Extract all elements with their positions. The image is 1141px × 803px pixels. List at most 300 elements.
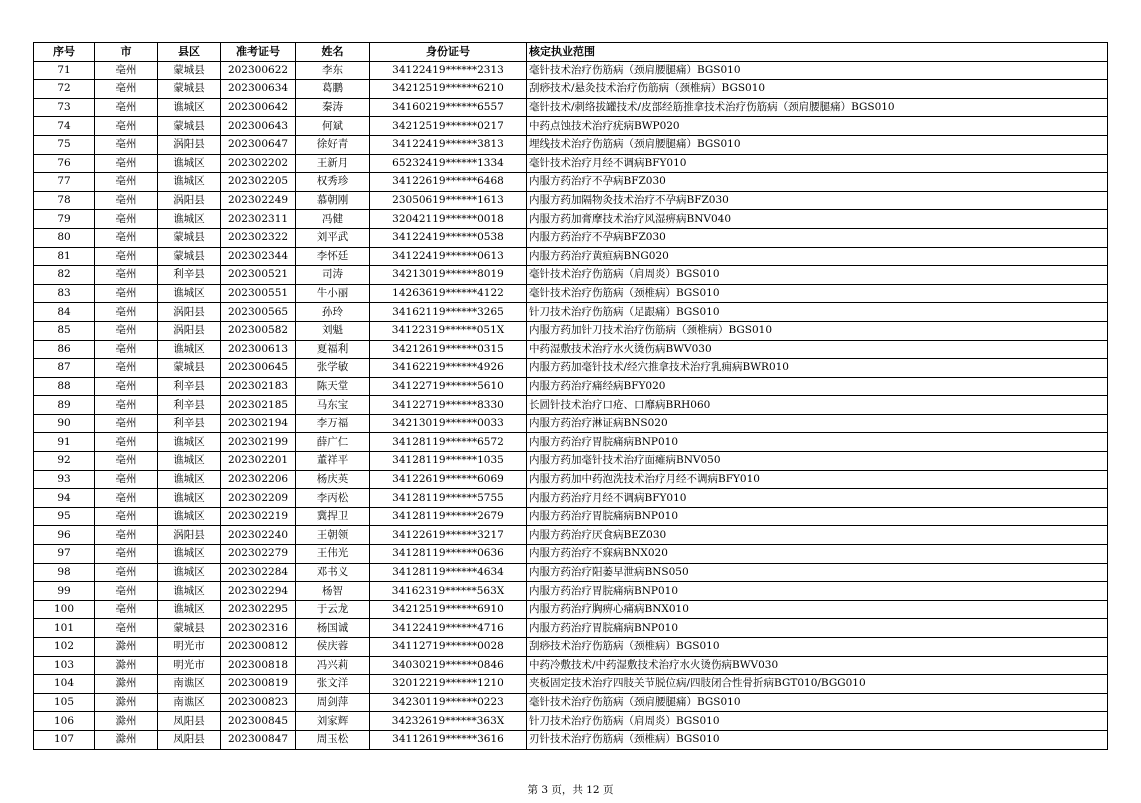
cell-scope: 针刀技术治疗伤筋病（肩周炎）BGS010 (527, 712, 1108, 731)
table-row (34, 526, 1108, 545)
header-exam-no: 准考证号 (221, 43, 296, 62)
cell-scope: 内服方药加膏摩技术治疗风湿痹病BNV040 (527, 210, 1108, 229)
cell-county: 利辛县 (158, 266, 221, 285)
table-row (34, 359, 1108, 378)
table-row (34, 638, 1108, 657)
cell-id-no: 34212519******6910 (370, 600, 527, 619)
cell-city: 亳州 (95, 303, 158, 322)
cell-city: 亳州 (95, 563, 158, 582)
cell-exam-no: 202302206 (221, 470, 296, 489)
cell-seq: 86 (34, 340, 95, 359)
cell-exam-no: 202302316 (221, 619, 296, 638)
cell-seq: 97 (34, 545, 95, 564)
cell-scope: 内服方药治疗月经不调病BFY010 (527, 489, 1108, 508)
header-scope: 核定执业范围 (527, 43, 1108, 62)
cell-county: 谯城区 (158, 284, 221, 303)
table-row (34, 600, 1108, 619)
cell-city: 亳州 (95, 600, 158, 619)
cell-city: 亳州 (95, 173, 158, 192)
cell-exam-no: 202302294 (221, 582, 296, 601)
cell-id-no: 34212619******0315 (370, 340, 527, 359)
cell-county: 蒙城县 (158, 61, 221, 80)
cell-county: 谯城区 (158, 563, 221, 582)
header-city: 市 (95, 43, 158, 62)
table-row (34, 563, 1108, 582)
cell-city: 亳州 (95, 117, 158, 136)
table-header-row (34, 43, 1108, 62)
cell-seq: 106 (34, 712, 95, 731)
table-row (34, 228, 1108, 247)
cell-exam-no: 202302205 (221, 173, 296, 192)
cell-seq: 87 (34, 359, 95, 378)
cell-city: 亳州 (95, 340, 158, 359)
cell-exam-no: 202302219 (221, 507, 296, 526)
cell-seq: 85 (34, 321, 95, 340)
cell-exam-no: 202300643 (221, 117, 296, 136)
table-row (34, 414, 1108, 433)
cell-county: 谯城区 (158, 340, 221, 359)
cell-county: 谯城区 (158, 98, 221, 117)
cell-id-no: 34230119******0223 (370, 693, 527, 712)
table-row (34, 582, 1108, 601)
table-row (34, 675, 1108, 694)
cell-scope: 内服方药治疗胃脘痛病BNP010 (527, 582, 1108, 601)
table-row (34, 135, 1108, 154)
cell-name: 薛广仁 (296, 433, 370, 452)
cell-id-no: 34232619******363X (370, 712, 527, 731)
cell-city: 亳州 (95, 470, 158, 489)
cell-city: 滁州 (95, 730, 158, 749)
cell-id-no: 32042119******0018 (370, 210, 527, 229)
cell-id-no: 34128119******6572 (370, 433, 527, 452)
cell-seq: 98 (34, 563, 95, 582)
cell-exam-no: 202302194 (221, 414, 296, 433)
cell-exam-no: 202300565 (221, 303, 296, 322)
cell-county: 涡阳县 (158, 321, 221, 340)
cell-name: 刘魁 (296, 321, 370, 340)
cell-seq: 103 (34, 656, 95, 675)
cell-name: 张学敏 (296, 359, 370, 378)
table-row (34, 489, 1108, 508)
cell-county: 谯城区 (158, 545, 221, 564)
cell-city: 亳州 (95, 284, 158, 303)
cell-seq: 94 (34, 489, 95, 508)
cell-scope: 夹板固定技术治疗四肢关节脱位病/四肢闭合性骨折病BGT010/BGG010 (527, 675, 1108, 694)
table-body (34, 61, 1108, 749)
cell-county: 谯城区 (158, 452, 221, 471)
cell-exam-no: 202300645 (221, 359, 296, 378)
table-row (34, 712, 1108, 731)
cell-city: 亳州 (95, 98, 158, 117)
cell-exam-no: 202302322 (221, 228, 296, 247)
cell-scope: 内服方药加毫针技术治疗面瘫病BNV050 (527, 452, 1108, 471)
cell-scope: 内服方药加中药泡洗技术治疗月经不调病BFY010 (527, 470, 1108, 489)
cell-name: 杨智 (296, 582, 370, 601)
cell-scope: 内服方药治疗胸痹心痛病BNX010 (527, 600, 1108, 619)
cell-county: 涡阳县 (158, 135, 221, 154)
table-row (34, 266, 1108, 285)
cell-id-no: 34122419******4716 (370, 619, 527, 638)
cell-seq: 72 (34, 80, 95, 99)
header-name: 姓名 (296, 43, 370, 62)
cell-scope: 内服方药治疗胃脘痛病BNP010 (527, 433, 1108, 452)
cell-city: 亳州 (95, 266, 158, 285)
cell-name: 何斌 (296, 117, 370, 136)
cell-scope: 针刀技术治疗伤筋病（足跟痛）BGS010 (527, 303, 1108, 322)
cell-exam-no: 202300812 (221, 638, 296, 657)
cell-name: 孙玲 (296, 303, 370, 322)
cell-county: 蒙城县 (158, 117, 221, 136)
cell-seq: 90 (34, 414, 95, 433)
cell-scope: 中药湿敷技术治疗水火烫伤病BWV030 (527, 340, 1108, 359)
cell-name: 冯健 (296, 210, 370, 229)
cell-scope: 内服方药治疗胃脘痛病BNP010 (527, 507, 1108, 526)
cell-exam-no: 202302344 (221, 247, 296, 266)
cell-name: 周玉松 (296, 730, 370, 749)
cell-scope: 内服方药治疗不寐病BNX020 (527, 545, 1108, 564)
header-seq: 序号 (34, 43, 95, 62)
cell-seq: 81 (34, 247, 95, 266)
cell-exam-no: 202302311 (221, 210, 296, 229)
cell-seq: 73 (34, 98, 95, 117)
table-row (34, 452, 1108, 471)
cell-name: 夏福利 (296, 340, 370, 359)
cell-scope: 中药冷敷技术/中药湿敷技术治疗水火烫伤病BWV030 (527, 656, 1108, 675)
table-row (34, 80, 1108, 99)
cell-id-no: 34122419******0613 (370, 247, 527, 266)
cell-county: 蒙城县 (158, 228, 221, 247)
cell-seq: 78 (34, 191, 95, 210)
cell-scope: 毫针技术治疗伤筋病（颈肩腰腿痛）BGS010 (527, 693, 1108, 712)
table-row (34, 210, 1108, 229)
cell-county: 谯城区 (158, 470, 221, 489)
cell-name: 葛鹏 (296, 80, 370, 99)
cell-county: 凤阳县 (158, 712, 221, 731)
cell-exam-no: 202302199 (221, 433, 296, 452)
table-row (34, 396, 1108, 415)
cell-seq: 82 (34, 266, 95, 285)
cell-id-no: 65232419******1334 (370, 154, 527, 173)
table-row (34, 619, 1108, 638)
cell-exam-no: 202300582 (221, 321, 296, 340)
cell-scope: 毫针技术治疗伤筋病（肩周炎）BGS010 (527, 266, 1108, 285)
cell-exam-no: 202300818 (221, 656, 296, 675)
cell-county: 蒙城县 (158, 80, 221, 99)
cell-id-no: 34122419******0538 (370, 228, 527, 247)
cell-name: 侯庆蓉 (296, 638, 370, 657)
page-footer: 第 3 页，共 12 页 (527, 784, 614, 796)
cell-name: 李丙松 (296, 489, 370, 508)
cell-city: 亳州 (95, 61, 158, 80)
cell-id-no: 34162319******563X (370, 582, 527, 601)
cell-city: 亳州 (95, 359, 158, 378)
cell-exam-no: 202302240 (221, 526, 296, 545)
cell-city: 亳州 (95, 210, 158, 229)
cell-seq: 83 (34, 284, 95, 303)
cell-county: 蒙城县 (158, 247, 221, 266)
cell-name: 邓书义 (296, 563, 370, 582)
table-row (34, 191, 1108, 210)
cell-seq: 88 (34, 377, 95, 396)
cell-city: 亳州 (95, 433, 158, 452)
cell-exam-no: 202302284 (221, 563, 296, 582)
table-row (34, 154, 1108, 173)
cell-id-no: 32012219******1210 (370, 675, 527, 694)
cell-seq: 75 (34, 135, 95, 154)
cell-name: 权秀珍 (296, 173, 370, 192)
cell-seq: 74 (34, 117, 95, 136)
cell-seq: 99 (34, 582, 95, 601)
table-row (34, 247, 1108, 266)
cell-name: 慕朝刚 (296, 191, 370, 210)
cell-id-no: 34122619******3217 (370, 526, 527, 545)
cell-seq: 93 (34, 470, 95, 489)
cell-scope: 内服方药治疗阳萎早泄病BNS050 (527, 563, 1108, 582)
cell-county: 蒙城县 (158, 359, 221, 378)
cell-exam-no: 202302249 (221, 191, 296, 210)
cell-seq: 79 (34, 210, 95, 229)
cell-county: 利辛县 (158, 396, 221, 415)
cell-county: 明光市 (158, 656, 221, 675)
cell-scope: 刮痧技术/悬灸技术治疗伤筋病（颈椎病）BGS010 (527, 80, 1108, 99)
cell-county: 谯城区 (158, 173, 221, 192)
cell-county: 凤阳县 (158, 730, 221, 749)
cell-seq: 95 (34, 507, 95, 526)
cell-city: 亳州 (95, 396, 158, 415)
cell-name: 杨庆英 (296, 470, 370, 489)
cell-name: 马东宝 (296, 396, 370, 415)
cell-exam-no: 202300845 (221, 712, 296, 731)
cell-scope: 刮痧技术治疗伤筋病（颈椎病）BGS010 (527, 638, 1108, 657)
cell-scope: 内服方药治疗厌食病BEZ030 (527, 526, 1108, 545)
cell-seq: 89 (34, 396, 95, 415)
cell-exam-no: 202300647 (221, 135, 296, 154)
cell-scope: 内服方药治疗胃脘痛病BNP010 (527, 619, 1108, 638)
cell-county: 南谯区 (158, 693, 221, 712)
cell-seq: 77 (34, 173, 95, 192)
cell-scope: 内服方药加毫针技术/经穴推拿技术治疗乳痈病BWR010 (527, 359, 1108, 378)
cell-id-no: 34212519******0217 (370, 117, 527, 136)
cell-county: 谯城区 (158, 600, 221, 619)
cell-county: 谯城区 (158, 507, 221, 526)
cell-id-no: 34112619******3616 (370, 730, 527, 749)
cell-city: 亳州 (95, 619, 158, 638)
cell-county: 谯城区 (158, 489, 221, 508)
table-row (34, 321, 1108, 340)
cell-id-no: 34122719******8330 (370, 396, 527, 415)
cell-scope: 内服方药加隔物灸技术治疗不孕病BFZ030 (527, 191, 1108, 210)
cell-id-no: 34212519******6210 (370, 80, 527, 99)
cell-name: 于云龙 (296, 600, 370, 619)
cell-city: 亳州 (95, 191, 158, 210)
cell-seq: 80 (34, 228, 95, 247)
cell-id-no: 34162119******3265 (370, 303, 527, 322)
table-row (34, 377, 1108, 396)
cell-exam-no: 202302183 (221, 377, 296, 396)
cell-exam-no: 202302295 (221, 600, 296, 619)
cell-city: 亳州 (95, 80, 158, 99)
cell-scope: 毫针技术治疗伤筋病（颈肩腰腿痛）BGS010 (527, 61, 1108, 80)
cell-county: 涡阳县 (158, 303, 221, 322)
table-row (34, 433, 1108, 452)
cell-name: 周剑萍 (296, 693, 370, 712)
table-row (34, 730, 1108, 749)
cell-name: 司涛 (296, 266, 370, 285)
cell-county: 谯城区 (158, 210, 221, 229)
cell-seq: 102 (34, 638, 95, 657)
cell-city: 滁州 (95, 712, 158, 731)
cell-city: 亳州 (95, 228, 158, 247)
cell-exam-no: 202302209 (221, 489, 296, 508)
cell-scope: 长圆针技术治疗口疮、口靡病BRH060 (527, 396, 1108, 415)
cell-scope: 毫针技术治疗伤筋病（颈椎病）BGS010 (527, 284, 1108, 303)
cell-name: 刘平武 (296, 228, 370, 247)
cell-county: 涡阳县 (158, 191, 221, 210)
license-table (33, 42, 1108, 750)
cell-id-no: 34122319******051X (370, 321, 527, 340)
cell-id-no: 34128119******1035 (370, 452, 527, 471)
cell-exam-no: 202302201 (221, 452, 296, 471)
cell-name: 秦涛 (296, 98, 370, 117)
cell-name: 王新月 (296, 154, 370, 173)
cell-city: 滁州 (95, 638, 158, 657)
cell-seq: 91 (34, 433, 95, 452)
cell-name: 刘家辉 (296, 712, 370, 731)
cell-county: 谯城区 (158, 154, 221, 173)
cell-exam-no: 202300819 (221, 675, 296, 694)
cell-id-no: 23050619******1613 (370, 191, 527, 210)
cell-name: 李东 (296, 61, 370, 80)
cell-seq: 71 (34, 61, 95, 80)
cell-id-no: 34122419******3813 (370, 135, 527, 154)
cell-id-no: 34122619******6468 (370, 173, 527, 192)
table-row (34, 61, 1108, 80)
cell-name: 王朝领 (296, 526, 370, 545)
cell-name: 冯兴莉 (296, 656, 370, 675)
cell-id-no: 34213019******8019 (370, 266, 527, 285)
cell-id-no: 34128119******5755 (370, 489, 527, 508)
cell-city: 亳州 (95, 507, 158, 526)
cell-id-no: 34122419******2313 (370, 61, 527, 80)
cell-city: 滁州 (95, 693, 158, 712)
cell-scope: 中药点蚀技术治疗疣病BWP020 (527, 117, 1108, 136)
header-county: 县区 (158, 43, 221, 62)
cell-id-no: 14263619******4122 (370, 284, 527, 303)
cell-name: 杨国诚 (296, 619, 370, 638)
cell-city: 亳州 (95, 452, 158, 471)
cell-id-no: 34128119******4634 (370, 563, 527, 582)
table-row (34, 656, 1108, 675)
cell-name: 董祥平 (296, 452, 370, 471)
cell-county: 利辛县 (158, 414, 221, 433)
cell-id-no: 34213019******0033 (370, 414, 527, 433)
cell-seq: 107 (34, 730, 95, 749)
cell-seq: 100 (34, 600, 95, 619)
cell-id-no: 34112719******0028 (370, 638, 527, 657)
cell-city: 亳州 (95, 526, 158, 545)
cell-scope: 内服方药治疗淋证病BNS020 (527, 414, 1108, 433)
cell-city: 亳州 (95, 582, 158, 601)
cell-name: 张文洋 (296, 675, 370, 694)
cell-id-no: 34160219******6557 (370, 98, 527, 117)
cell-exam-no: 202302185 (221, 396, 296, 415)
cell-city: 滁州 (95, 675, 158, 694)
cell-scope: 埋线技术治疗伤筋病（颈肩腰腿痛）BGS010 (527, 135, 1108, 154)
cell-id-no: 34128119******2679 (370, 507, 527, 526)
cell-exam-no: 202300622 (221, 61, 296, 80)
cell-seq: 104 (34, 675, 95, 694)
cell-exam-no: 202300823 (221, 693, 296, 712)
cell-county: 谯城区 (158, 433, 221, 452)
cell-city: 亳州 (95, 154, 158, 173)
cell-name: 冀捍卫 (296, 507, 370, 526)
cell-scope: 毫针技术/刺络拔罐技术/皮部经筋推拿技术治疗伤筋病（颈肩腰腿痛）BGS010 (527, 98, 1108, 117)
cell-seq: 76 (34, 154, 95, 173)
cell-seq: 96 (34, 526, 95, 545)
cell-county: 涡阳县 (158, 526, 221, 545)
cell-id-no: 34030219******0846 (370, 656, 527, 675)
cell-seq: 84 (34, 303, 95, 322)
table-row (34, 693, 1108, 712)
cell-name: 李怀廷 (296, 247, 370, 266)
cell-seq: 105 (34, 693, 95, 712)
cell-city: 亳州 (95, 545, 158, 564)
cell-county: 明光市 (158, 638, 221, 657)
cell-id-no: 34162219******4926 (370, 359, 527, 378)
cell-scope: 内服方药治疗不孕病BFZ030 (527, 173, 1108, 192)
cell-scope: 毫针技术治疗月经不调病BFY010 (527, 154, 1108, 173)
cell-name: 牛小丽 (296, 284, 370, 303)
cell-city: 亳州 (95, 321, 158, 340)
cell-city: 滁州 (95, 656, 158, 675)
cell-name: 徐好青 (296, 135, 370, 154)
cell-name: 王伟光 (296, 545, 370, 564)
table-row (34, 507, 1108, 526)
cell-id-no: 34128119******0636 (370, 545, 527, 564)
table-row (34, 117, 1108, 136)
cell-county: 谯城区 (158, 582, 221, 601)
table-row (34, 303, 1108, 322)
cell-scope: 刃针技术治疗伤筋病（颈椎病）BGS010 (527, 730, 1108, 749)
cell-id-no: 34122719******5610 (370, 377, 527, 396)
table-row (34, 98, 1108, 117)
cell-exam-no: 202302202 (221, 154, 296, 173)
cell-county: 蒙城县 (158, 619, 221, 638)
cell-name: 陈天堂 (296, 377, 370, 396)
cell-exam-no: 202300847 (221, 730, 296, 749)
cell-scope: 内服方药加针刀技术治疗伤筋病（颈椎病）BGS010 (527, 321, 1108, 340)
cell-exam-no: 202300613 (221, 340, 296, 359)
cell-scope: 内服方药治疗痛经病BFY020 (527, 377, 1108, 396)
cell-county: 利辛县 (158, 377, 221, 396)
cell-exam-no: 202300551 (221, 284, 296, 303)
cell-seq: 92 (34, 452, 95, 471)
cell-scope: 内服方药治疗黄疸病BNG020 (527, 247, 1108, 266)
cell-city: 亳州 (95, 247, 158, 266)
cell-scope: 内服方药治疗不孕病BFZ030 (527, 228, 1108, 247)
cell-city: 亳州 (95, 377, 158, 396)
table-row (34, 284, 1108, 303)
table-row (34, 173, 1108, 192)
header-id-no: 身份证号 (370, 43, 527, 62)
table-row (34, 545, 1108, 564)
cell-name: 李万福 (296, 414, 370, 433)
cell-exam-no: 202300634 (221, 80, 296, 99)
table-row (34, 340, 1108, 359)
table-row (34, 470, 1108, 489)
cell-exam-no: 202300642 (221, 98, 296, 117)
cell-city: 亳州 (95, 135, 158, 154)
